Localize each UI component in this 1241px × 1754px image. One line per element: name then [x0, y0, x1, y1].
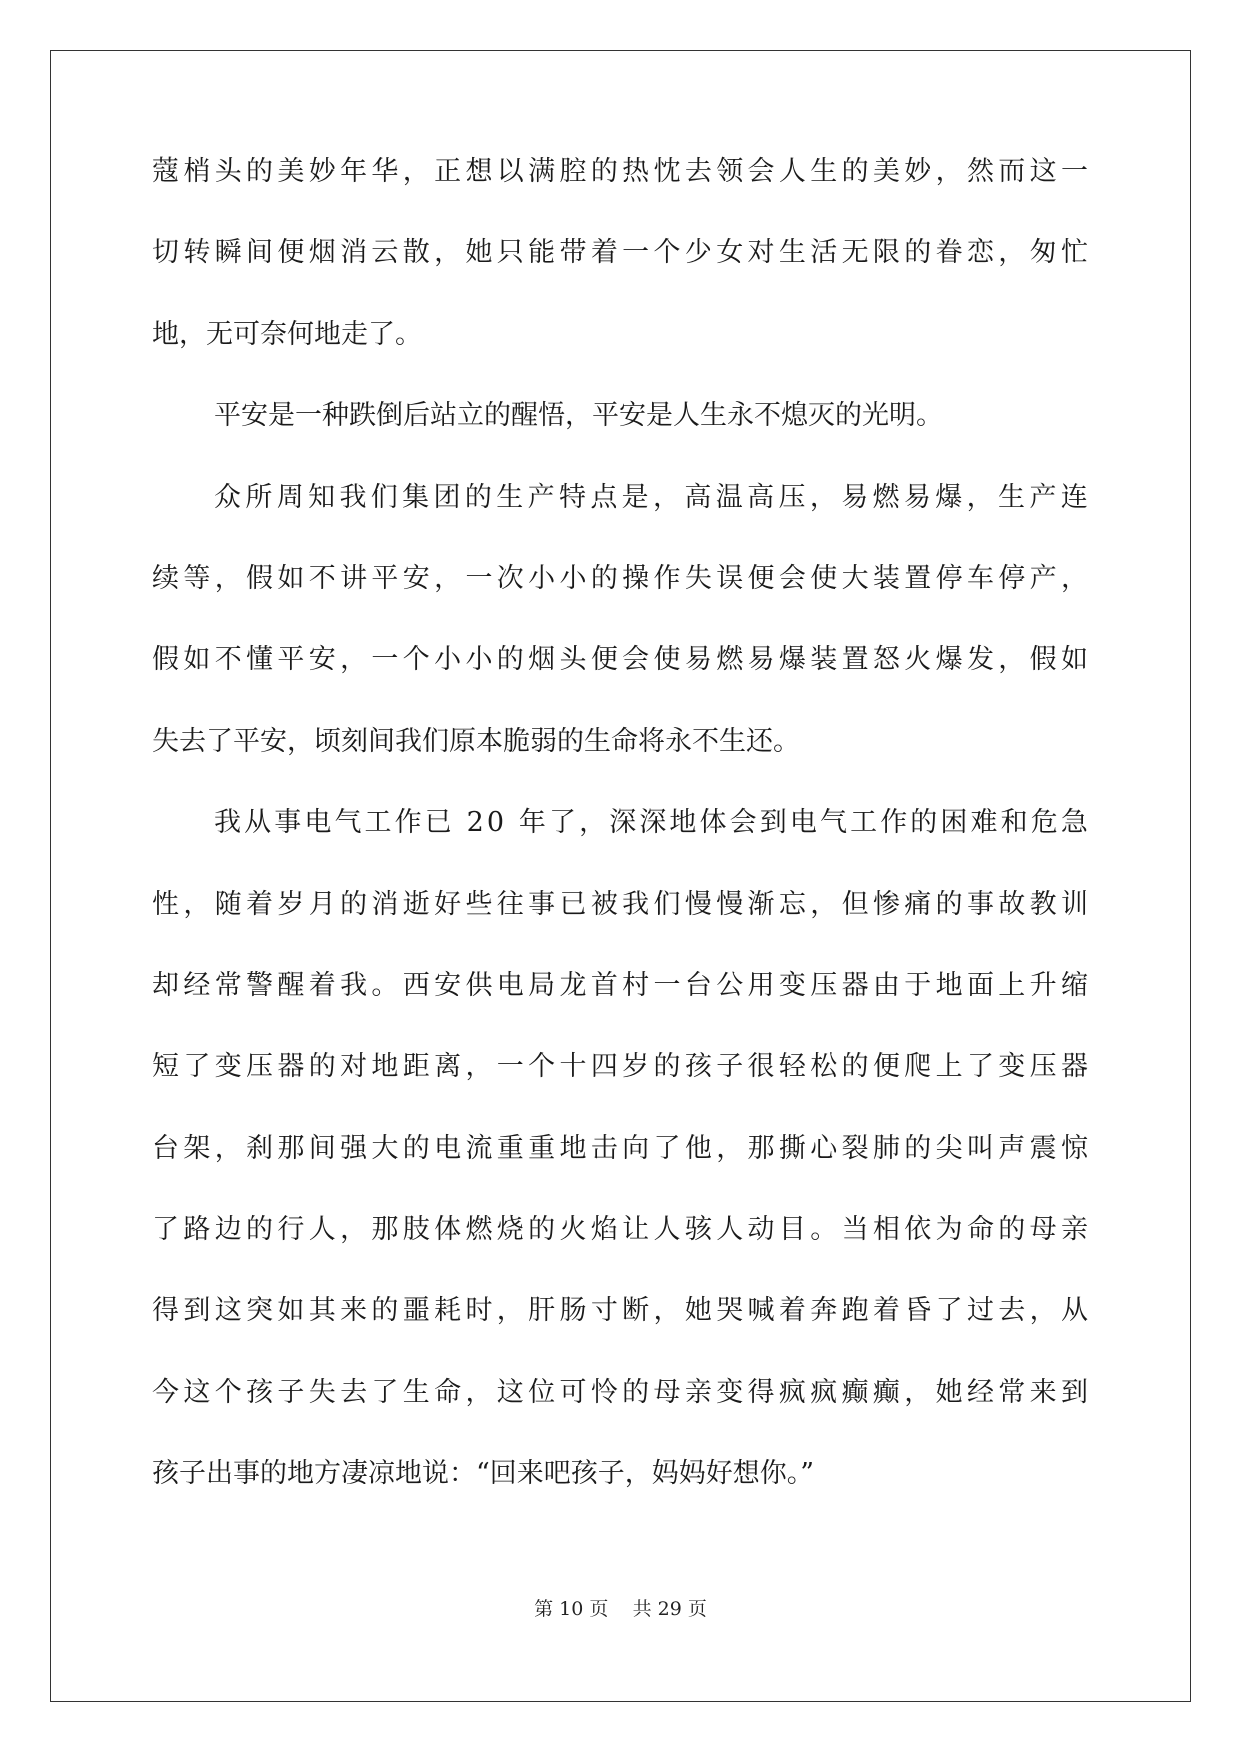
body-text — [152, 157, 1088, 1541]
text-line: 续 等 ， 假 如 不 讲 平 安 ， 一 次 小 小 的 操 作 失 误 便 会 使 大 装 置 停 车 停 产 ， — [152, 562, 1088, 594]
text-line: 我 从 事 电 气 工 作 已 2 0 年 了 ， 深 深 地 体 会 到 电 气 工 作 的 困 难 和 危 急 — [214, 807, 1088, 839]
text-line: 孩子出事的地方凄凉地说：“回来吧孩子，妈妈好想你。” — [152, 1458, 815, 1490]
text-line: 性 ， 随 着 岁 月 的 消 逝 好 些 往 事 已 被 我 们 慢 慢 渐 忘 ， 但 惨 痛 的 事 故 教 训 — [152, 888, 1088, 920]
text-line: 今 这 个 孩 子 失 去 了 生 命 ， 这 位 可 怜 的 母 亲 变 得 疯 疯 癫 癫 ， 她 经 常 来 到 — [152, 1376, 1088, 1408]
page-number: 第 10 页 — [534, 1598, 609, 1620]
text-line: 了 路 边 的 行 人 ， 那 肢 体 燃 烧 的 火 焰 让 人 骇 人 动 目 。 当 相 依 为 命 的 母 亲 — [152, 1214, 1088, 1246]
text-line: 蔻 梢 头 的 美 妙 年 华 ， 正 想 以 满 腔 的 热 忱 去 领 会 人 生 的 美 妙 ， 然 而 这 一 — [152, 156, 1088, 187]
text-line: 短 了 变 压 器 的 对 地 距 离 ， 一 个 十 四 岁 的 孩 子 很 轻 松 的 便 爬 上 了 变 压 器 — [152, 1051, 1088, 1083]
text-line: 众 所 周 知 我 们 集 团 的 生 产 特 点 是 ， 高 温 高 压 ， 易 燃 易 爆 ， 生 产 连 — [214, 481, 1088, 513]
page-footer — [0, 1597, 1241, 1621]
text-line: 得 到 这 突 如 其 来 的 噩 耗 时 ， 肝 肠 寸 断 ， 她 哭 喊 着 奔 跑 着 昏 了 过 去 ， 从 — [152, 1295, 1088, 1327]
text-line: 地，无可奈何地走了。 — [152, 318, 422, 350]
text-line: 平安是一种跌倒后站立的醒悟，平安是人生永不熄灭的光明。 — [214, 400, 943, 432]
text-line: 却 经 常 警 醒 着 我 。 西 安 供 电 局 龙 首 村 一 台 公 用 变 压 器 由 于 地 面 上 升 缩 — [152, 969, 1088, 1001]
text-line: 台 架 ， 刹 那 间 强 大 的 电 流 重 重 地 击 向 了 他 ， 那 撕 心 裂 肺 的 尖 叫 声 震 惊 — [152, 1132, 1088, 1164]
text-line: 失去了平安，顷刻间我们原本脆弱的生命将永不生还。 — [152, 725, 800, 757]
text-line: 假 如 不 懂 平 安 ， 一 个 小 小 的 烟 头 便 会 使 易 燃 易 爆 装 置 怒 火 爆 发 ， 假 如 — [152, 644, 1088, 676]
total-pages: 共 29 页 — [632, 1598, 707, 1620]
text-line: 切 转 瞬 间 便 烟 消 云 散 ， 她 只 能 带 着 一 个 少 女 对 生 活 无 限 的 眷 恋 ， 匆 忙 — [152, 237, 1088, 269]
